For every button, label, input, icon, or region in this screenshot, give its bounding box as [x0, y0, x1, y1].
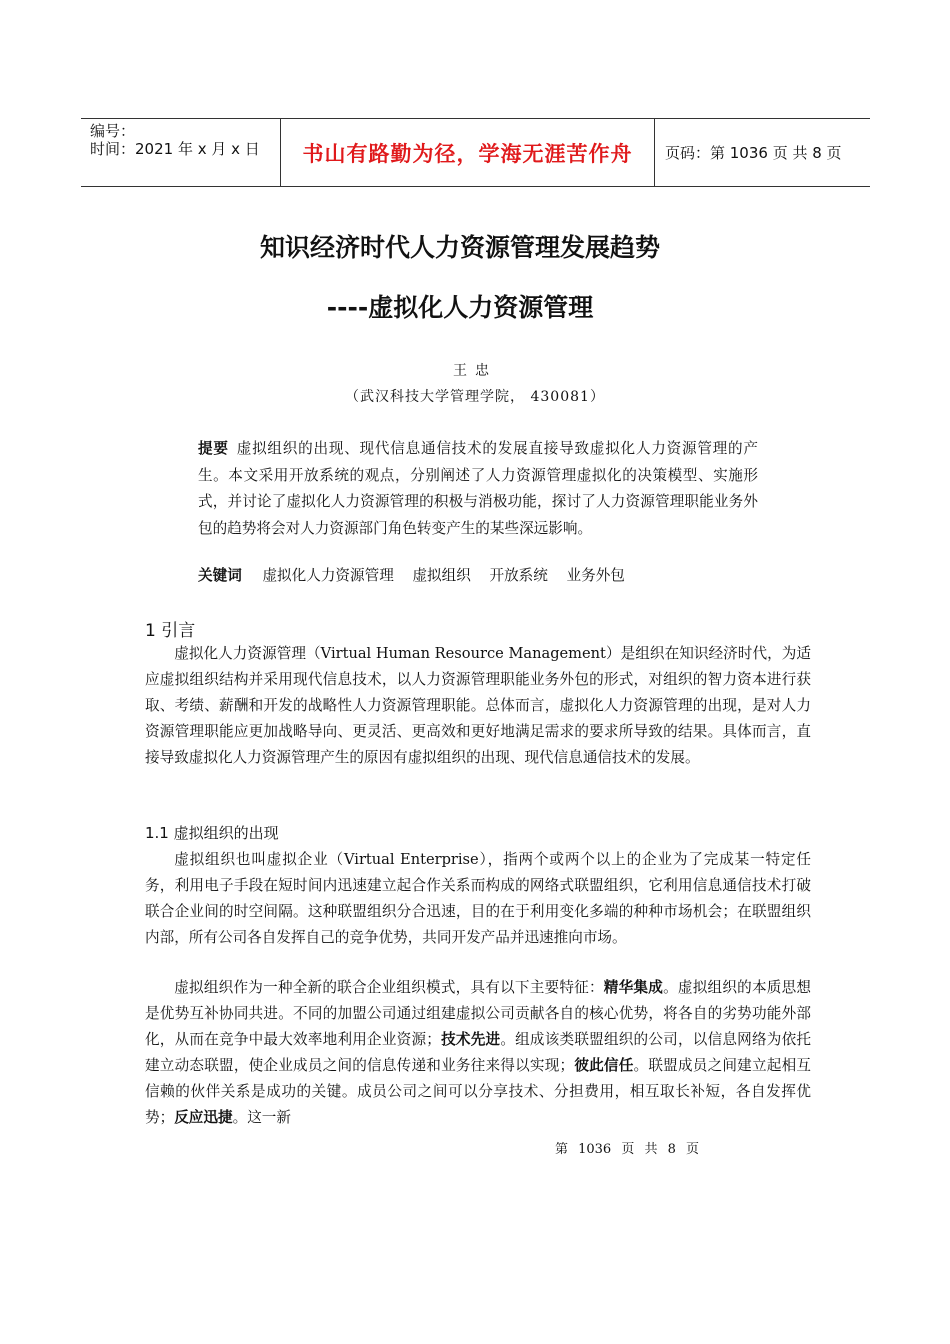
- header-motto-cell: [280, 119, 655, 186]
- paragraph-text: 。这一新: [232, 1109, 291, 1126]
- abstract: [198, 436, 758, 542]
- section-heading-introduction: 1 引言: [145, 621, 196, 641]
- author-affiliation: （武汉科技大学管理学院， 430081）: [345, 389, 605, 405]
- highlight-term: 技术先进: [440, 1031, 501, 1048]
- paragraph-text: 。联盟成员之间建立起相互信赖的伙伴关系是成功的关键。成员公司之间可以分享技术、分担费用，相互取长补短，各自发挥优势；: [145, 1057, 811, 1126]
- section-heading-virtual-organization: 1.1 虚拟组织的出现: [145, 824, 279, 842]
- document-header: [81, 118, 870, 187]
- header-motto: 书山有路勤为径，学海无涯苦作舟: [302, 141, 633, 166]
- keywords-label: 关键词: [198, 567, 242, 584]
- keyword-item: 虚拟组织: [412, 567, 471, 584]
- header-page-cell: [655, 119, 870, 186]
- highlight-term: 精华集成: [603, 979, 664, 996]
- virtual-organization-paragraph-2: [145, 975, 811, 1131]
- document-time-label: 时间：2021 年 x 月 x 日: [90, 140, 260, 158]
- header-page-info: 页码：第 1036 页 共 8 页: [665, 144, 842, 162]
- page-footer: 第 1036 页 共 8 页: [554, 1142, 700, 1157]
- highlight-term: 彼此信任: [574, 1057, 634, 1074]
- virtual-organization-paragraph-1: 虚拟组织也叫虚拟企业（Virtual Enterprise），指两个或两个以上的企业为了完成某一特定任务，利用电子手段在短时间内迅速建立起合作关系而构成的网络式联盟组织，它利用信息通信技术打破联合企业间的时空间隔。这种联盟组织分合迅速，目的在于利用变化多端的种种市场机会；在联盟组织内部，所有公司各自发挥自己的竞争优势，共同开发产品并迅速推向市场。: [145, 851, 811, 946]
- paragraph-text: 。组成该类联盟组织的公司，以信息网络为依托建立动态联盟，使企业成员之间的信息传递和业务往来得以实现；: [145, 1031, 811, 1074]
- keyword-item: 开放系统: [489, 567, 548, 584]
- paragraph-text: 虚拟组织作为一种全新的联合企业组织模式，具有以下主要特征：: [174, 979, 604, 996]
- keywords: [198, 563, 639, 589]
- keyword-item: 业务外包: [566, 567, 625, 584]
- abstract-text: 虚拟组织的出现、现代信息通信技术的发展直接导致虚拟化人力资源管理的产生。本文采用开放系统的观点，分别阐述了人力资源管理虚拟化的决策模型、实施形式，并讨论了虚拟化人力资源管理的积极与消极功能，探讨了人力资源管理职能业务外包的趋势将会对人力资源部门角色转变产生的某些深远影响。: [198, 440, 758, 537]
- author-name: 王忠: [453, 363, 497, 379]
- document-subtitle: ----虚拟化人力资源管理: [326, 293, 594, 322]
- keyword-item: 虚拟化人力资源管理: [262, 567, 394, 584]
- introduction-paragraph: 虚拟化人力资源管理（Virtual Human Resource Management）是组织在知识经济时代，为适应虚拟组织结构并采用现代信息技术，以人力资源管理职能业务外包的形式，对组织的智力资本进行获取、考绩、薪酬和开发的战略性人力资源管理职能。总体而言，虚拟化人力资源管理的出现，是对人力资源管理职能应更加战略导向、更灵活、更高效和更好地满足需求的要求所导致的结果。具体而言，直接导致虚拟化人力资源管理产生的原因有虚拟组织的出现、现代信息通信技术的发展。: [145, 645, 811, 766]
- abstract-label: 提要: [198, 440, 229, 457]
- document-title: 知识经济时代人力资源管理发展趋势: [259, 233, 660, 262]
- highlight-term: 反应迅捷: [174, 1109, 233, 1126]
- header-meta-cell: [81, 119, 280, 186]
- paragraph-text: 。虚拟组织的本质思想是优势互补协同共进。不同的加盟公司通过组建虚拟公司贡献各自的核心优势，将各自的劣势功能外部化，从而在竞争中最大效率地利用企业资源；: [145, 979, 811, 1048]
- document-number-label: 编号：: [90, 122, 136, 140]
